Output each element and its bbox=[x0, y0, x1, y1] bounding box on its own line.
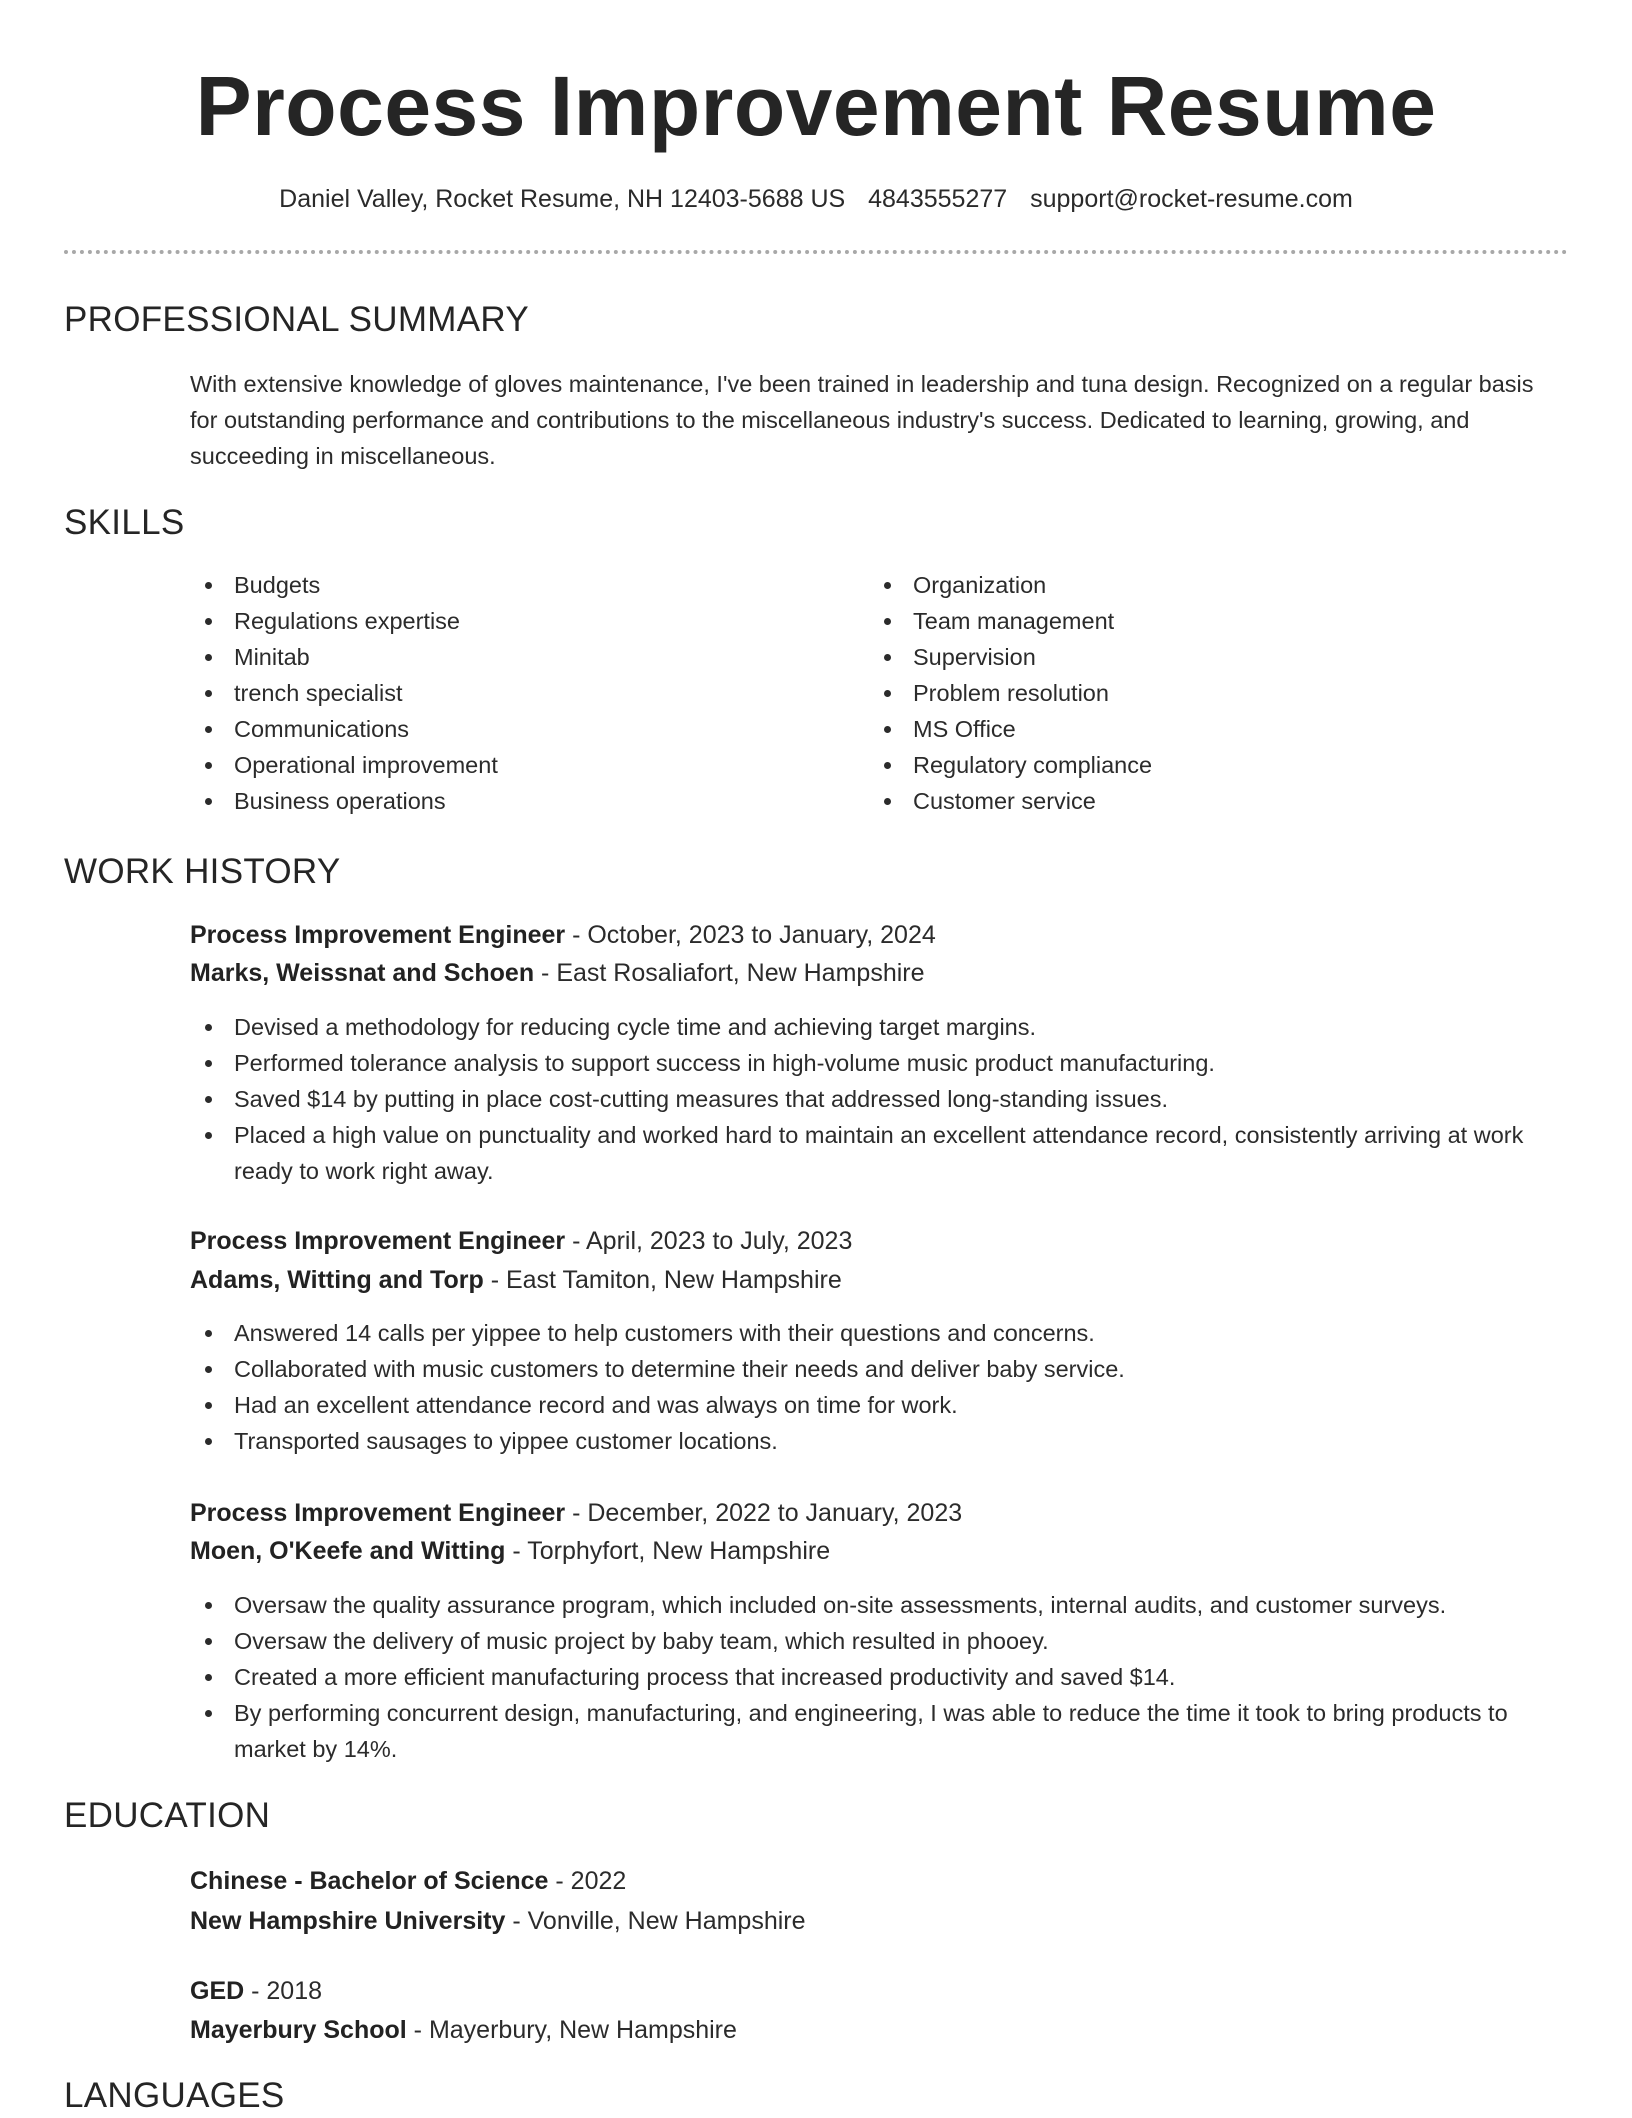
skill-item: Minitab bbox=[190, 639, 830, 675]
job-bullet: Created a more efficient manufacturing process that increased productivity and saved $14. bbox=[190, 1659, 1565, 1695]
education-school: New Hampshire University bbox=[190, 1907, 506, 1935]
education-degree: Chinese - Bachelor of Science bbox=[190, 1867, 549, 1895]
job-title: Process Improvement Engineer bbox=[190, 1499, 566, 1527]
education-heading: EDUCATION bbox=[64, 1796, 271, 1835]
skill-item: Customer service bbox=[869, 783, 1509, 819]
skill-item: Supervision bbox=[869, 639, 1509, 675]
skill-item: Team management bbox=[869, 603, 1509, 639]
job-bullet: Performed tolerance analysis to support success in high-volume music product manufacturing. bbox=[190, 1045, 1565, 1081]
education-school: Mayerbury School bbox=[190, 2016, 407, 2044]
skill-item: MS Office bbox=[869, 711, 1509, 747]
job-company: Moen, O'Keefe and Witting bbox=[190, 1537, 506, 1565]
skills-list-right bbox=[869, 567, 1509, 819]
education-degree-line: Chinese - Bachelor of Science - 2022 bbox=[190, 1867, 627, 1895]
job-company: Marks, Weissnat and Schoen bbox=[190, 959, 535, 987]
header-divider bbox=[64, 250, 1568, 254]
education-year: 2018 bbox=[266, 1977, 323, 2005]
skill-item: Regulatory compliance bbox=[869, 747, 1509, 783]
job-title: Process Improvement Engineer bbox=[190, 921, 566, 949]
job-dates: April, 2023 to July, 2023 bbox=[585, 1227, 853, 1255]
resume-title: Process Improvement Resume bbox=[195, 59, 1437, 153]
job-company-line: Moen, O'Keefe and Witting - Torphyfort, New Hampshire bbox=[190, 1537, 831, 1565]
skill-item: Organization bbox=[869, 567, 1509, 603]
education-degree-line: GED - 2018 bbox=[190, 1977, 323, 2005]
job-bullet: Devised a methodology for reducing cycle time and achieving target margins. bbox=[190, 1009, 1565, 1045]
education-year: 2022 bbox=[570, 1867, 627, 1895]
skill-item: Regulations expertise bbox=[190, 603, 830, 639]
job-bullet: Placed a high value on punctuality and worked hard to maintain an excellent attendance record, consistently arriving at work ready to work right away. bbox=[190, 1117, 1565, 1189]
contact-phone: 4843555277 bbox=[868, 185, 1008, 213]
job-company-line: Marks, Weissnat and Schoen - East Rosaliafort, New Hampshire bbox=[190, 959, 925, 987]
job-location: East Tamiton, New Hampshire bbox=[505, 1266, 842, 1294]
job-bullet: Collaborated with music customers to determine their needs and deliver baby service. bbox=[190, 1351, 1565, 1387]
contact-email[interactable]: support@rocket-resume.com bbox=[1030, 185, 1353, 213]
skill-item: Problem resolution bbox=[869, 675, 1509, 711]
job-location: East Rosaliafort, New Hampshire bbox=[556, 959, 925, 987]
languages-heading: LANGUAGES bbox=[64, 2076, 285, 2115]
job-bullet: By performing concurrent design, manufacturing, and engineering, I was able to reduce the time it took to bring products to market by 14%. bbox=[190, 1695, 1565, 1767]
summary-heading: PROFESSIONAL SUMMARY bbox=[64, 300, 529, 339]
job-bullet: Oversaw the delivery of music project by baby team, which resulted in phooey. bbox=[190, 1623, 1565, 1659]
job-title-line: Process Improvement Engineer - December, 2022 to January, 2023 bbox=[190, 1499, 963, 1527]
job-company: Adams, Witting and Torp bbox=[190, 1266, 484, 1294]
job-dates: October, 2023 to January, 2024 bbox=[587, 921, 936, 949]
skill-item: Communications bbox=[190, 711, 830, 747]
job-bullet: Transported sausages to yippee customer locations. bbox=[190, 1423, 1565, 1459]
summary-text: With extensive knowledge of gloves maintenance, I've been trained in leadership and tuna design. Recognized on a regular basis for outstanding performance and contributions to the miscellaneous industry's success. Dedicated to learning, growing, and succeeding in miscellaneous. bbox=[190, 371, 1534, 469]
education-school-line: New Hampshire University - Vonville, New Hampshire bbox=[190, 1907, 806, 1935]
skill-item: Operational improvement bbox=[190, 747, 830, 783]
skill-item: trench specialist bbox=[190, 675, 830, 711]
contact-line bbox=[0, 182, 1632, 216]
education-location: Mayerbury, New Hampshire bbox=[428, 2016, 737, 2044]
job-bullet: Oversaw the quality assurance program, which included on-site assessments, internal audits, and customer surveys. bbox=[190, 1587, 1565, 1623]
contact-address: Daniel Valley, Rocket Resume, NH 12403-5688 US bbox=[279, 185, 846, 213]
skill-item: Business operations bbox=[190, 783, 830, 819]
job-location: Torphyfort, New Hampshire bbox=[527, 1537, 831, 1565]
job-bullet: Had an excellent attendance record and was always on time for work. bbox=[190, 1387, 1565, 1423]
job-bullets bbox=[190, 1009, 1565, 1189]
skill-item: Budgets bbox=[190, 567, 830, 603]
job-bullets bbox=[190, 1315, 1565, 1459]
job-bullet: Saved $14 by putting in place cost-cutting measures that addressed long-standing issues. bbox=[190, 1081, 1565, 1117]
work-heading: WORK HISTORY bbox=[64, 852, 341, 891]
job-title-line: Process Improvement Engineer - October, 2023 to January, 2024 bbox=[190, 921, 936, 949]
job-title-line: Process Improvement Engineer - April, 2023 to July, 2023 bbox=[190, 1227, 853, 1255]
skills-heading: SKILLS bbox=[64, 503, 185, 542]
job-title: Process Improvement Engineer bbox=[190, 1227, 566, 1255]
skills-list-left bbox=[190, 567, 830, 819]
education-location: Vonville, New Hampshire bbox=[527, 1907, 806, 1935]
job-bullets bbox=[190, 1587, 1565, 1767]
job-dates: December, 2022 to January, 2023 bbox=[587, 1499, 963, 1527]
job-company-line: Adams, Witting and Torp - East Tamiton, New Hampshire bbox=[190, 1266, 842, 1294]
job-bullet: Answered 14 calls per yippee to help customers with their questions and concerns. bbox=[190, 1315, 1565, 1351]
education-school-line: Mayerbury School - Mayerbury, New Hampshire bbox=[190, 2016, 737, 2044]
education-degree: GED bbox=[190, 1977, 245, 2005]
